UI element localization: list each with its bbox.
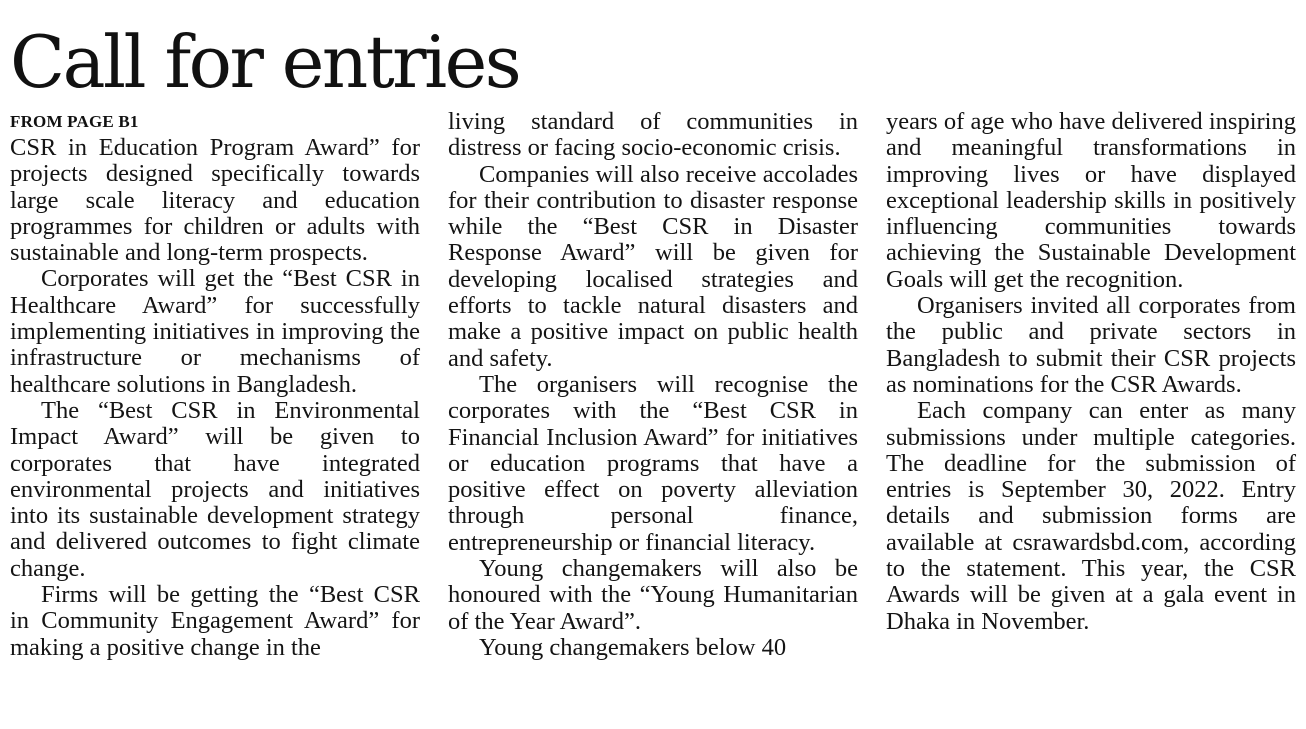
article-column-3 <box>886 109 1296 635</box>
paragraph: CSR in Education Program Award” for projects designed specifically towards large scale literacy and education programmes for children or adults with sustainable and long-term prospects. <box>10 134 420 267</box>
paragraph: Organisers invited all corporates from the public and private sectors in Bangladesh to submit their CSR projects as nominations for the CSR Awards. <box>886 292 1296 398</box>
paragraph: years of age who have delivered inspiring and meaningful transformations in improving lives or have displayed exceptional leadership skills in positively influencing communities towards achieving the Sustainable Development Goals will get the recognition. <box>886 108 1296 293</box>
paragraph: Firms will be getting the “Best CSR in Community Engagement Award” for making a positive change in the <box>10 581 420 661</box>
paragraph: Young changemakers below 40 <box>479 633 787 661</box>
paragraph: The “Best CSR in Environmental Impact Award” will be given to corporates that have integrated environmental projects and initiatives into its sustainable development strategy and delivered outcomes to fight climate change. <box>10 396 420 582</box>
paragraph: living standard of communities in distress or facing socio-economic crisis. <box>448 108 858 162</box>
paragraph: The organisers will recognise the corporates with the “Best CSR in Financial Inclusion Award” for initiatives or education programs that have a positive effect on poverty alleviation through personal finance, entrepreneurship or financial literacy. <box>448 370 858 556</box>
article-column-1 <box>10 109 420 661</box>
headline: Call for entries <box>10 20 520 104</box>
article-column-2 <box>448 109 858 661</box>
paragraph: Companies will also receive accolades for their contribution to disaster response while the “Best CSR in Disaster Response Award” will be given for developing localised strategies and efforts to tackle natural disasters and make a positive impact on public health and safety. <box>448 160 858 372</box>
paragraph: Young changemakers will also be honoured with the “Young Humanitarian of the Year Award”. <box>448 555 858 635</box>
paragraph: Each company can enter as many submissions under multiple categories. The deadline for the submission of entries is September 30, 2022. Entry details and submission forms are available at csrawardsbd.com, according to the statement. This year, the CSR Awards will be given at a gala event in Dhaka in November. <box>886 397 1296 635</box>
continued-from-kicker: FROM PAGE B1 <box>10 112 139 131</box>
paragraph: Corporates will get the “Best CSR in Healthcare Award” for successfully implementing initiatives in improving the infrastructure or mechanisms of healthcare solutions in Bangladesh. <box>10 265 420 398</box>
